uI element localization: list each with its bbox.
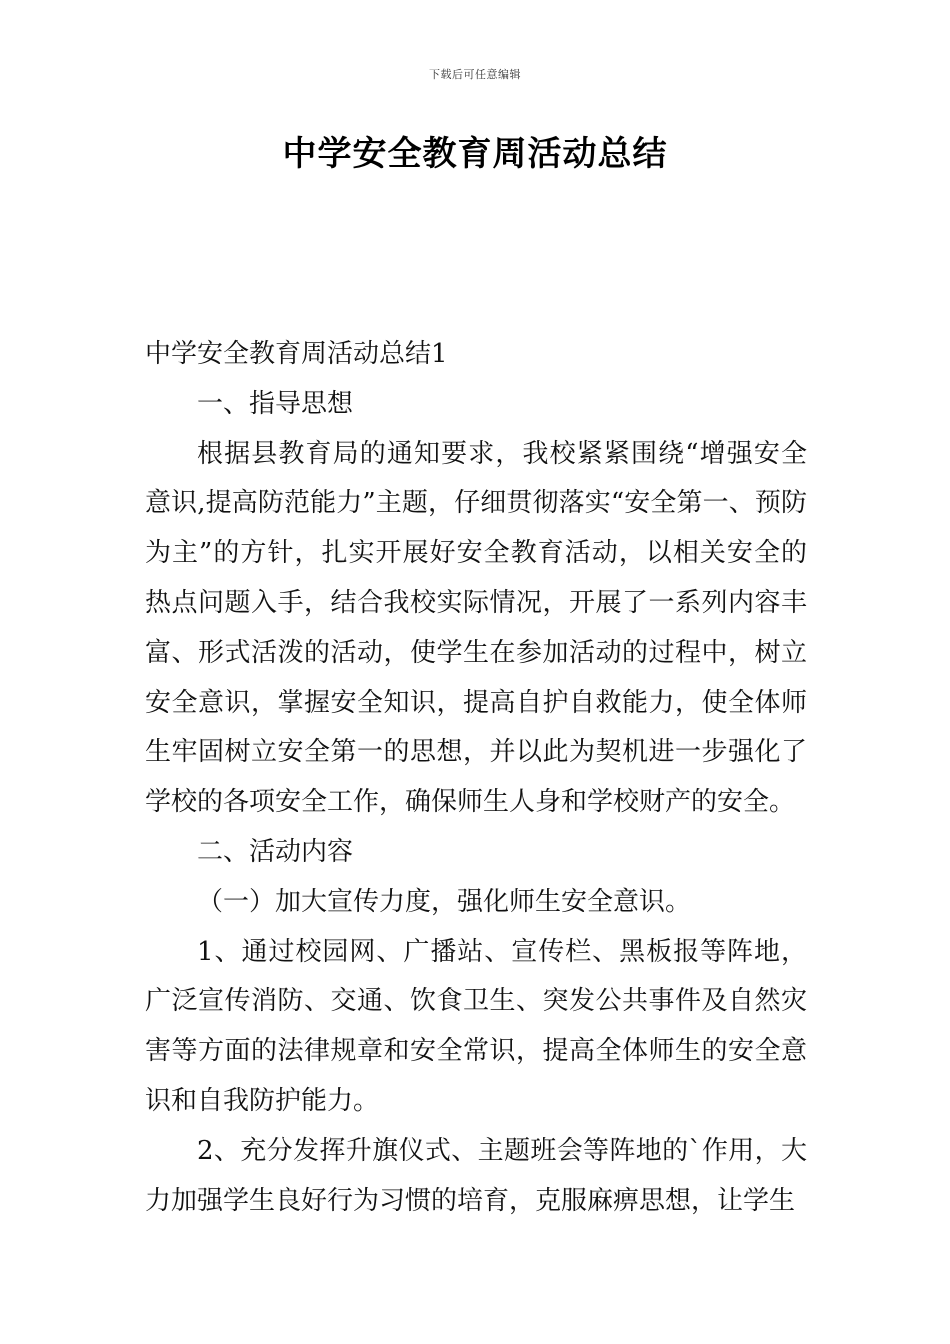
- subheading-publicity: （一）加大宣传力度，强化师生安全意识。: [197, 886, 692, 917]
- paragraph-item-2: 2、充分发挥升旗仪式、主题班会等阵地的`作用，大力加强学生良好行为习惯的培育，克服麻痹思想，让学生: [145, 1135, 807, 1216]
- subheading-activity-content: 二、活动内容: [197, 836, 354, 867]
- section-heading-1: 中学安全教育周活动总结1: [145, 339, 448, 369]
- subheading-guiding-ideology: 一、指导思想: [197, 388, 354, 419]
- paragraph-item-1: 1、通过校园网、广播站、宣传栏、黑板报等阵地，广泛宣传消防、交通、饮食卫生、突发公共事件及自然灾害等方面的法律规章和安全常识，提高全体师生的安全意识和自我防护能力。: [145, 936, 807, 1116]
- document-body: [145, 330, 807, 1226]
- header-note: 下载后可任意编辑: [429, 68, 521, 81]
- paragraph-guiding-ideology: 根据县教育局的通知要求，我校紧紧围绕“增强安全意识,提高防范能力”主题，仔细贯彻落实“安全第一、预防为主”的方针，扎实开展好安全教育活动，以相关安全的热点问题入手，结合我校实际情况，开展了一系列内容丰富、形式活泼的活动，使学生在参加活动的过程中，树立安全意识，掌握安全知识，提高自护自救能力，使全体师生牢固树立安全第一的思想，并以此为契机进一步强化了学校的各项安全工作，确保师生人身和学校财产的安全。: [145, 438, 807, 818]
- document-title: 中学安全教育周活动总结: [282, 134, 668, 174]
